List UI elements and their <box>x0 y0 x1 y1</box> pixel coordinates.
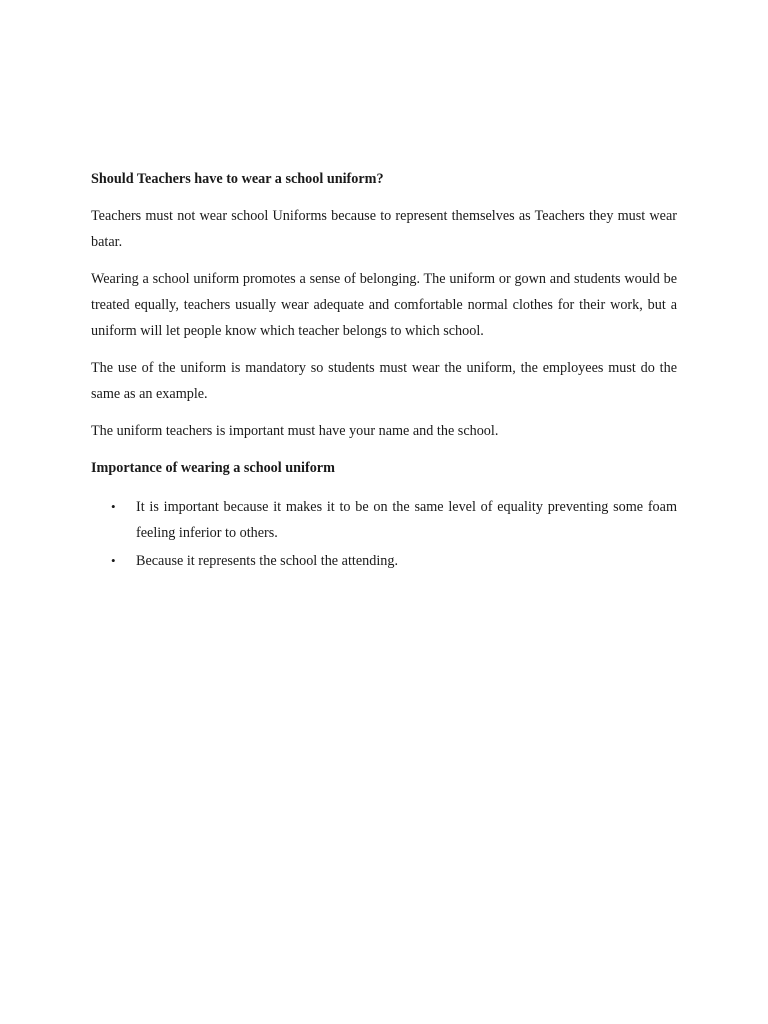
paragraph: The uniform teachers is important must have your name and the school. <box>91 423 499 439</box>
bullet-icon: • <box>111 553 116 568</box>
paragraph: Teachers must not wear school Uniforms because to represent themselves as Teachers they must wear batar. <box>91 208 677 250</box>
paragraph: The use of the uniform is mandatory so students must wear the uniform, the employees must do the same as an example. <box>91 360 677 402</box>
paragraph: Wearing a school uniform promotes a sense of belonging. The uniform or gown and students would be treated equally, teachers usually wear adequate and comfortable normal clothes for their work, but a uniform will let people know which teacher belongs to which school. <box>91 271 677 339</box>
bullet-icon: • <box>111 499 116 514</box>
list-item-text: Because it represents the school the attending. <box>136 553 398 569</box>
section-subheading: Importance of wearing a school uniform <box>91 460 335 476</box>
list-item-text: It is important because it makes it to be on the same level of equality preventing some foam feeling inferior to others. <box>136 499 677 541</box>
bullet-list <box>91 494 677 574</box>
document-body <box>91 166 677 576</box>
document-title: Should Teachers have to wear a school uniform? <box>91 171 384 187</box>
list-item <box>91 548 677 574</box>
list-item <box>91 494 677 546</box>
